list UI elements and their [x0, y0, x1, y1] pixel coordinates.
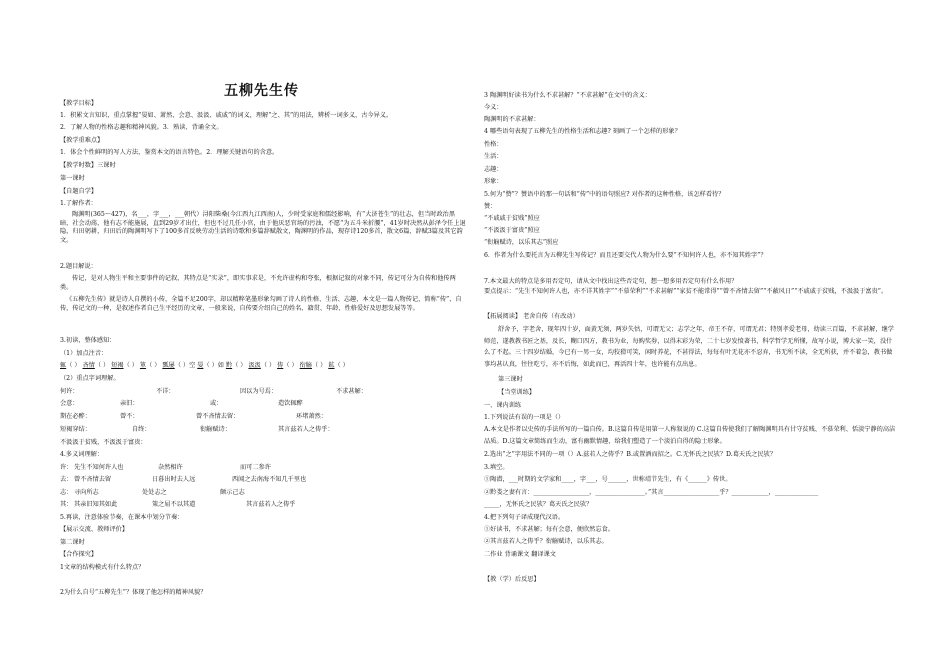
vocab-item: 会意： [60, 400, 79, 407]
text-line: 【教学时数】三课时 [60, 162, 116, 169]
polysemy-example: 颇示己志 [220, 489, 245, 496]
lesson-label: 第三课时 [498, 376, 523, 383]
section-heading: 【当堂训练】 [498, 389, 536, 396]
text-line: 性格： [484, 141, 503, 148]
text-line: 2．了解人物的性格志趣和精神风貌。3．熟读、背诵全文。 [60, 124, 223, 131]
question-line: 3 陶渊明好读书为什么不求甚解？“不求甚解”在文中的含义： [484, 92, 651, 99]
pinyin-word: 汲汲 [248, 362, 261, 369]
title-paragraph-2: 《五柳先生传》就是诗人自撰的小传，全篇不足200字，却以精粹笔墨形象勾画了诗人的性格、生活、志趣，本文是一篇人物传记，简称“传”，自传，传记文的一种，是叙述作者自己生平经历的文章，一般来说，自传要介绍自己的姓名、籍贯、年龄、性格爱好及思想发展等等。 [60, 296, 462, 312]
pinyin-word: 黔 [225, 362, 233, 369]
polysemy-example: 西闻之去南海不知几千里也 [232, 476, 307, 483]
question-line: 4 哪些语句表现了五柳先生的性格生活和志趣? 刻画了一个怎样的形象？ [484, 128, 681, 135]
text-line: 今义： [484, 104, 503, 111]
question-line: 6．作者为什么要托言为五柳先生写传记？而且还要交代人物为什么要“不知何许人也，亦不知其姓字”？ [484, 252, 767, 259]
pronunciation-row: 辄（ ） 吝情（ ） 短褐（ ） 箪（ ） 瓢屡（ ）空 晏（ ）如 黔（ ） 汲汲（ ） 俦（ ） 衔觞（ ） 鈜（ ） [60, 362, 349, 369]
polysemy-example: 先生不知何许人也 [74, 464, 124, 471]
vocab-item: 曾不吝情去留： [196, 413, 240, 420]
text-line: 5.再读，注意体验节奏，在课本中划分节奏： [60, 514, 184, 521]
question-line: 2.选出“之”字用法不同的一项（）A.兹若人之俦乎？B.或置酒而招之。C.无怀氏之民欤？D.葛天氏之民欤？ [484, 451, 777, 458]
hint-paragraph: 要点提示：“先生不知何许人也，亦不详其姓字”“不慕荣利”“不求甚解”“家贫不能常得”“曾不吝情去留”“不蔽风日”“不戚戚于贫贱，不汲汲于富贵”。 [484, 288, 888, 295]
fill-blank-line: ①陶潜，___时期的文学家和____，字___，号______，世称靖节先生，有《______》传世。 [484, 476, 732, 483]
text-line: 形象： [484, 178, 503, 185]
text-line: 志趣： [484, 166, 503, 173]
vocab-item: 不汲汲于贫贱，不汲汲于富贵： [60, 439, 147, 446]
reading-paragraph: 舒舍予，字老舍，现年四十岁，面黄无须，两岁失怙，可谓无父；志学之年，帝王不存，可谓无君；特别孝爱老母，幼读三百篇，不求甚解，继学师范，遂教教书匠之基，及长，糊口四方，教书为业，每购奖券，以得末彩为荣，二十七岁发愤著书，科学哲学无所懂，故写小说，博大家一笑，没什么了不起。三十四岁结婚，今已有一男一女，均狡猾可笑，闲时养花，不甚得法，每每有叶无花亦不忍弃，书无所不读，全无所获，并不着急，教书做事均甚认真，往往吃亏，亦不后悔，如此而已，再活四十年，也许能有点出息。 [484, 326, 894, 368]
polysemy-example: 杂然相许 [158, 464, 183, 471]
vocab-item: 环堵萧然： [296, 413, 327, 420]
text-line: 1.了解作者： [60, 200, 97, 207]
text-line: “不汲汲于富贵”照应 [484, 227, 540, 234]
polysemy-word: 其： [60, 501, 73, 508]
vocab-item: 不求甚解： [336, 388, 367, 395]
section-heading: 【拓展阅读】 老舍自传（有改动） [484, 313, 579, 320]
pinyin-word: 俦 [277, 362, 284, 369]
vocab-item: 曾不： [120, 413, 139, 420]
section-heading: 【展示交流、教师评价】 [60, 526, 129, 533]
question-line: 5.何为“赞”？赞语中的那一句话和“传”中的语句照应? 对作者的这种性格，该怎样看待？ [484, 191, 725, 198]
vocab-item: 因以为号焉： [240, 388, 278, 395]
question-line: 4.把下列句子译成现代汉语。 [484, 514, 565, 521]
text-line: 1．积累文言知识，重点掌握“晏如、萧然、会意、汲汲、戚戚”的词义，理解“之、其”的用法，辨析一词多义、古今异义。 [60, 112, 393, 119]
polysemy-word: 志： [60, 489, 73, 496]
vocab-item: 不详： [156, 388, 175, 395]
pinyin-word: 衔觞 [299, 362, 312, 369]
polysemy-word: 许： [60, 464, 73, 471]
choice-paragraph: A.本文是作者以史传的手法所写的一篇自传。B.这篇自传是用第一人称叙说的 C.这篇自传使我们了解陶渊明具有甘守贫贱、不慕荣利、恬淡宁静的高洁品质。D.这篇文章简练而生动，富有幽默情趣，给我们塑造了一个淡泊自得的隐士形象。 [484, 426, 896, 445]
vocab-item: 短褐穿结： [60, 426, 91, 433]
question-line: 3.填空。 [484, 464, 509, 471]
section-heading: 【自题自学】 [60, 188, 98, 195]
question-line: 1文章的结构模式有什么特点？ [60, 564, 145, 571]
text-line: 2.题目解说： [60, 263, 97, 270]
text-line: “衔觞赋诗，以乐其志”照应 [484, 239, 559, 246]
text-line: 3.初读，整体感知： [60, 337, 116, 344]
vocab-item: 期在必醉： [60, 413, 91, 420]
polysemy-example: 日暮出时去人远 [152, 476, 196, 483]
vocab-item: 其言兹若人之俦乎： [278, 426, 334, 433]
text-line: （2）重点字词理解。 [60, 375, 120, 382]
polysemy-example: 其言兹若人之俦乎 [246, 501, 296, 508]
fill-blank-line: _____，无怀氏之民欤？葛天氏之民欤？ [484, 501, 593, 508]
vocab-item: 或： [210, 400, 223, 407]
section-heading: 【合作探究】 [60, 551, 98, 558]
vocab-item: 自终： [132, 426, 151, 433]
pinyin-word: 鈜 [328, 362, 335, 369]
vocab-item: 亲旧： [120, 400, 139, 407]
lesson-label: 第一课时 [60, 175, 85, 182]
polysemy-example: 其亲旧知其如此 [74, 501, 118, 508]
text-line: 陶渊明的不求甚解： [484, 116, 540, 123]
pinyin-word: 辄 [60, 362, 67, 369]
pinyin-word: 瓢屡 [162, 362, 175, 369]
text-line: 赞： [484, 203, 497, 210]
question-line: 1.下列说法有误的一项是（） [484, 414, 565, 421]
lesson-label: 第二课时 [60, 539, 85, 546]
polysemy-example: 策之屈不以其道 [152, 501, 196, 508]
homework-line: 二作业 背诵课文 翻译课文 [484, 551, 556, 558]
pinyin-word: 短褐 [111, 362, 124, 369]
author-paragraph: 陶渊明(365～427)，名___，字___，___朝代）浔阳柴桑(今江西九江西南)人，少时受家庭和儒经影响，有“大济苍生”的壮志，但当时政治黑暗，社会动荡，他有志不能施展，直到29岁才出仕，但也不过几任小官，由于他厌恶官场的污浊，不愿“为五斗米折腰”，41岁时决然从彭泽令任上退隐，归田躬耕，归田后的陶渊明写下了100多首反映劳动生活的诗歌和多篇辞赋散文，陶渊明的作品，现存诗120多首，散文6篇，辞赋3篇及其它韵文。 [60, 211, 466, 244]
section-heading: 【教（学）后反思】 [484, 576, 540, 583]
section-heading: 【教学目标】 [60, 100, 98, 107]
pinyin-word: 晏 [197, 362, 204, 369]
polysemy-word: 去： [60, 476, 73, 483]
polysemy-example: 曾不吝情去留 [74, 476, 112, 483]
polysemy-example: 寻向所志 [74, 489, 99, 496]
document-title: 五柳先生传 [224, 83, 299, 99]
fill-blank-line: ②黔娄之妻有言：__________________，________________。”其言__________________乎？____________，______________ [484, 489, 819, 496]
section-heading: 【教学重难点】 [60, 137, 104, 144]
text-line: （1）加点注音： [60, 350, 108, 357]
title-paragraph-1: 传记，是对人物生平和主要事件的记叙，其特点是“实录”，即实事求是，不允许虚构和夸张，根据记叙的对象不同，传记可分为自传和他传两类。 [60, 275, 456, 291]
vocab-item: 造饮辄醉 [278, 400, 303, 407]
text-line: 生活： [484, 153, 503, 160]
pinyin-word: 箪 [139, 362, 147, 369]
polysemy-example: 而可二参许 [240, 464, 271, 471]
question-line: 2为什么自号“五柳先生”？体现了他怎样的精神风貌？ [60, 589, 207, 596]
translate-item: ①好读书，不求甚解；每有会意，便欣然忘食。 [484, 526, 614, 533]
text-line: 1．体会个性鲜明的写人方法，鉴赏本文的语言特色。2．理解关键语句的含意。 [60, 149, 279, 156]
vocab-item: 何许： [60, 388, 79, 395]
pinyin-word: 吝情 [82, 362, 95, 369]
text-line: “不戚戚于贫贱”照应 [484, 215, 540, 222]
question-line: 7.本文最大的特点是多用否定句，请从文中找出这些否定句，想一想多用否定句有什么作用？ [484, 278, 738, 285]
polysemy-example: 处处志之 [142, 489, 167, 496]
translate-item: ②其言兹若人之俦乎？衔觞赋诗，以乐其志。 [484, 538, 608, 545]
text-line: 一、课内训练 [484, 402, 522, 409]
vocab-item: 衔觞赋诗： [200, 426, 231, 433]
text-line: 4.多义词理解： [60, 451, 104, 458]
